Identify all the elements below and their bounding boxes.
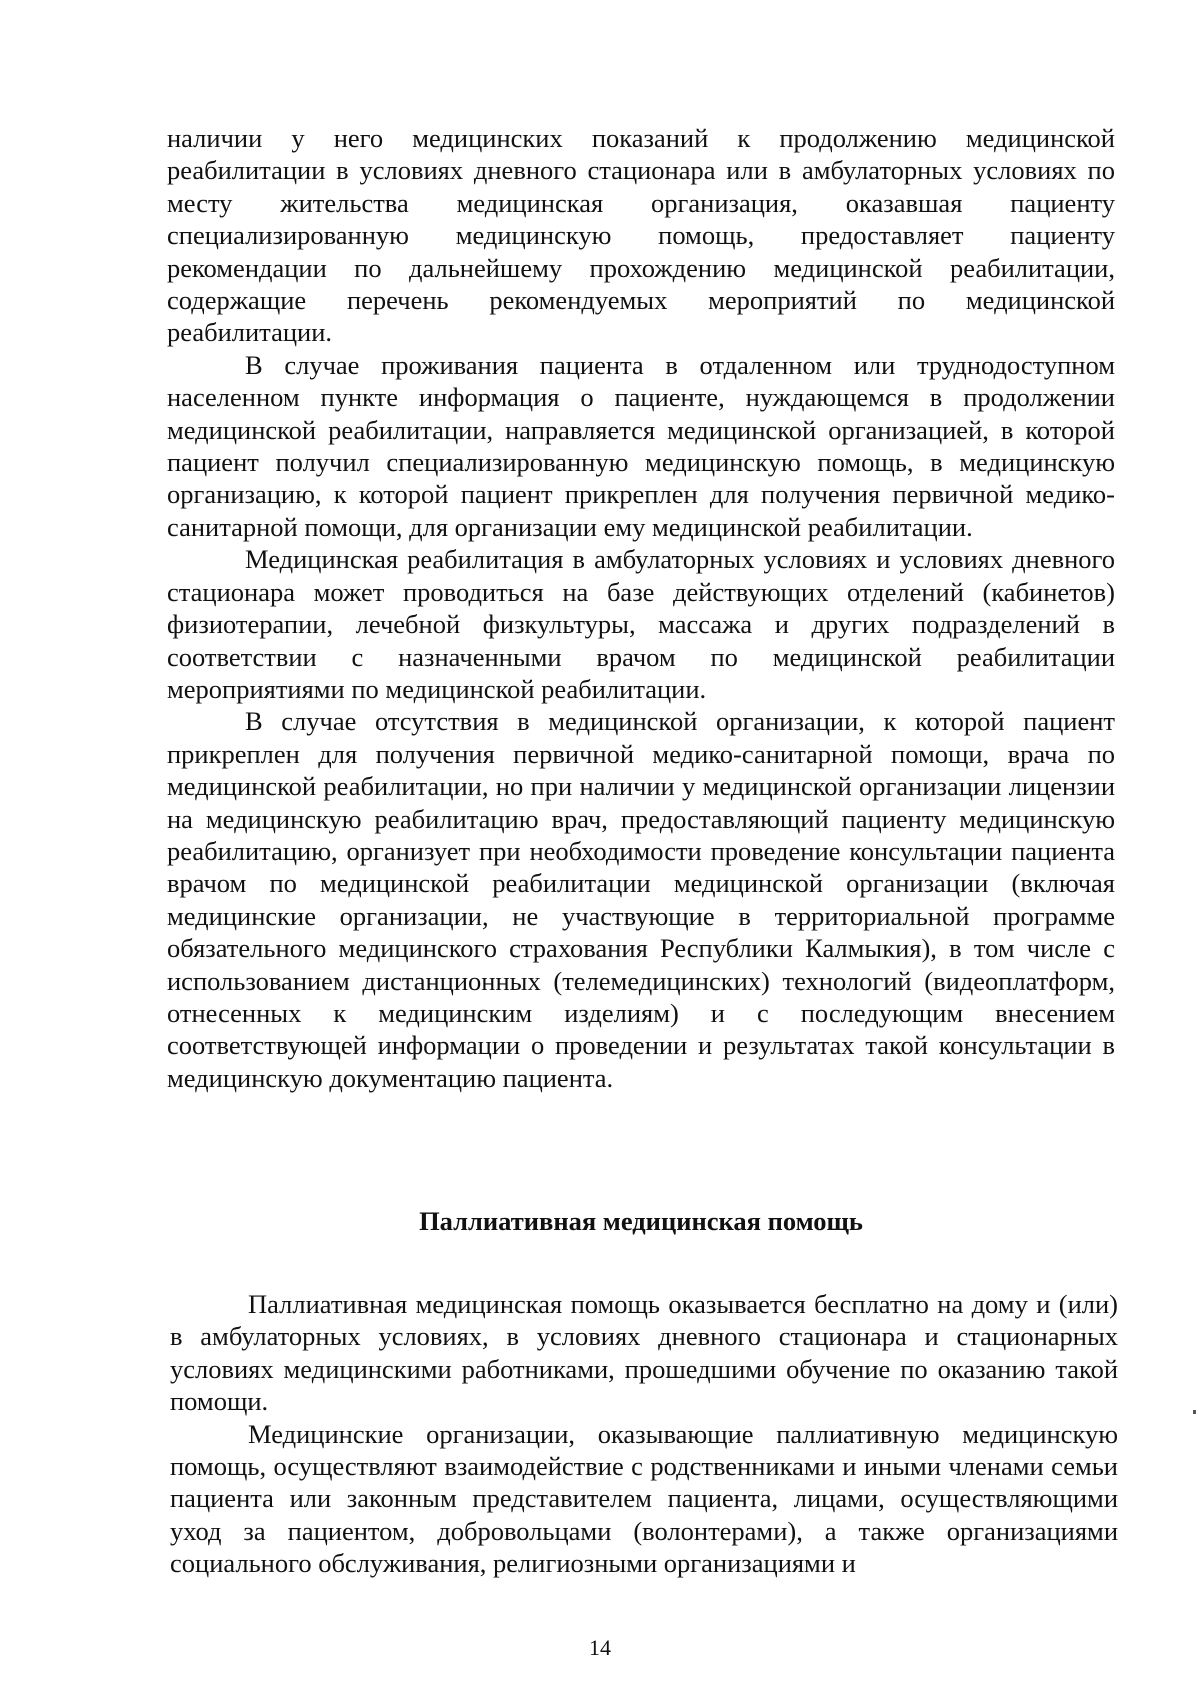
palliative-text-block: [170, 1288, 1118, 1580]
paragraph-palliative-interaction: Медицинские организации, оказывающие паллиативную медицинскую помощь, осуществляют взаимодействие с родственниками и иными членами семьи пациента или законным представителем пациента, лицами, осуществляющими уход за пациентом, добровольцами (волонтерами), а также организациями социального обслуживания, религиозными организациями и: [170, 1418, 1118, 1579]
section-heading: Паллиативная медицинская помощь: [419, 1206, 863, 1236]
page-number: 14: [589, 1635, 611, 1660]
paragraph-continuation: наличии у него медицинских показаний к продолжению медицинской реабилитации в условиях дневного стационара или в амбулаторных условиях по месту жительства медицинская организация, оказавшая пациенту специализированную медицинскую помощь, предоставляет пациенту рекомендации по дальнейшему прохождению медицинской реабилитации, содержащие перечень рекомендуемых мероприятий по медицинской реабилитации.: [167, 123, 1115, 348]
paragraph-absent-doctor: В случае отсутствия в медицинской организации, к которой пациент прикреплен для получения первичной медико-санитарной помощи, врача по медицинской реабилитации, но при наличии у медицинской организации лицензии на медицинскую реабилитацию врач, предоставляющий пациенту медицинскую реабилитацию, организует при необходимости проведение консультации пациента врачом по медицинской реабилитации медицинской организации (включая медицинские организации, не участвующие в территориальной программе обязательного медицинского страхования Республики Калмыкия), в том числе с использованием дистанционных (телемедицинских) технологий (видеоплатформ, отнесенных к медицинским изделиям) и с последующим внесением соответствующей информации о проведении и результатах такой консультации в медицинскую документацию пациента.: [167, 706, 1115, 1093]
paragraph-remote-patient: В случае проживания пациента в отдаленном или труднодоступном населенном пункте информация о пациенте, нуждающемся в продолжении медицинской реабилитации, направляется медицинской организацией, в которой пациент получил специализированную медицинскую помощь, в медицинскую организацию, к которой пациент прикреплен для получения первичной медико-санитарной помощи, для организации ему медицинской реабилитации.: [167, 349, 1115, 542]
paragraph-outpatient-rehab: Медицинская реабилитация в амбулаторных условиях и условиях дневного стационара может проводиться на базе действующих отделений (кабинетов) физиотерапии, лечебной физкультуры, массажа и других подразделений в соответствии с назначенными врачом по медицинской реабилитации мероприятиями по медицинской реабилитации.: [167, 544, 1115, 704]
body-text-block: [167, 122, 1115, 1094]
scan-speck: [1193, 1410, 1196, 1414]
paragraph-palliative-free: Паллиативная медицинская помощь оказывается бесплатно на дому и (или) в амбулаторных условиях, в условиях дневного стационара и стационарных условиях медицинскими работниками, прошедшими обучение по оказанию такой помощи.: [170, 1289, 1118, 1417]
